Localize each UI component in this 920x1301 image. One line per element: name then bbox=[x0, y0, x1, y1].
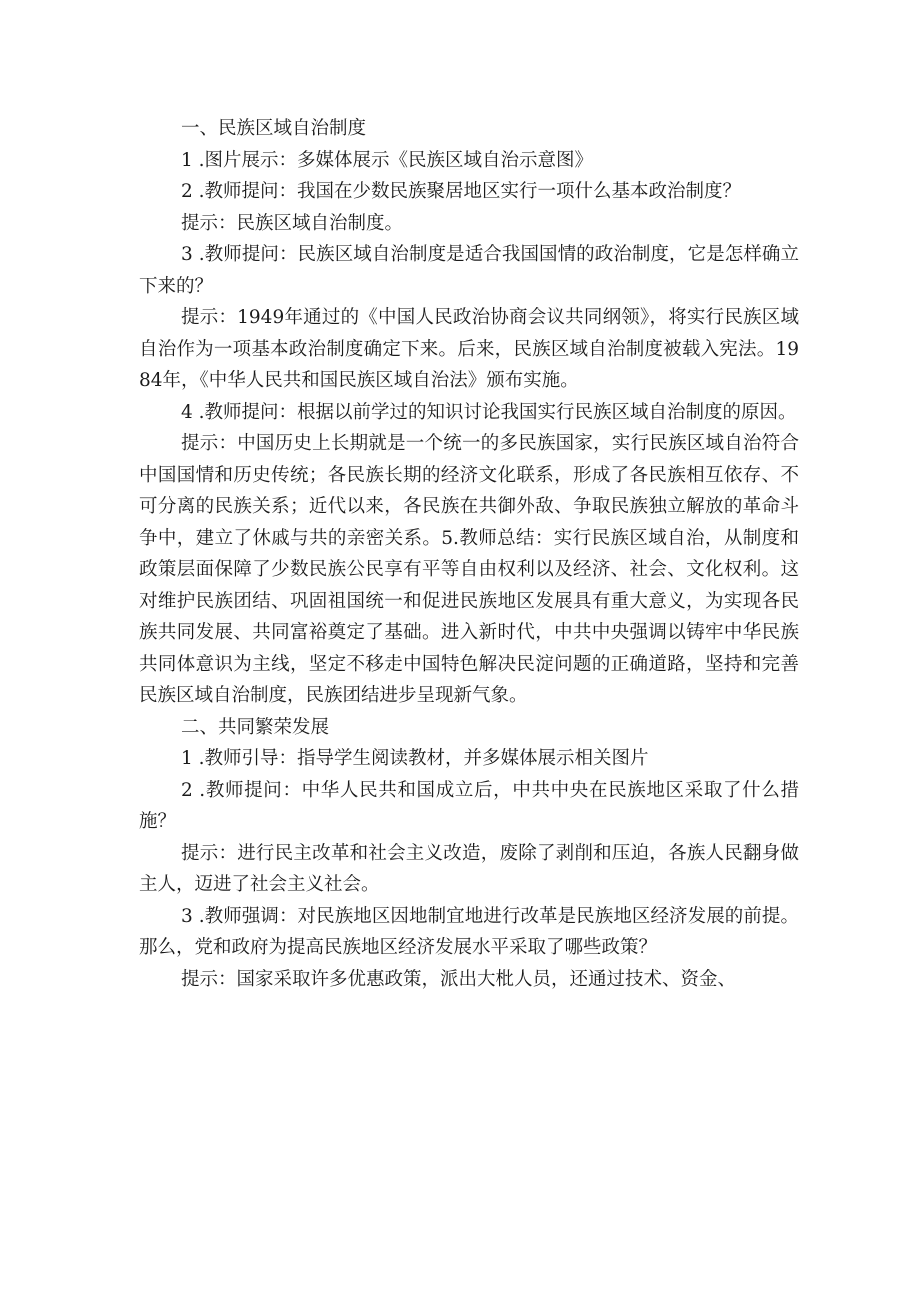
paragraph: 3 .教师提问：民族区域自治制度是适合我国国情的政治制度，它是怎样确立下来的？ bbox=[139, 244, 799, 297]
paragraph: 3 .教师强调：对民族地区因地制宜地进行改革是民族地区经济发展的前提。那么，党和政府为提高民族地区经济发展水平采取了哪些政策？ bbox=[139, 905, 799, 958]
paragraph: 2 .教师提问：中华人民共和国成立后，中共中央在民族地区采取了什么措施？ bbox=[139, 779, 799, 832]
paragraph: 2 .教师提问：我国在少数民族聚居地区实行一项什么基本政治制度？ bbox=[181, 181, 742, 202]
paragraph: 提示：民族区域自治制度。 bbox=[181, 212, 404, 234]
paragraph: 1 .图片展示：多媒体展示《民族区域自治示意图》 bbox=[181, 149, 594, 171]
paragraph: 4 .教师提问：根据以前学过的知识讨论我国实行民族区域自治制度的原因。 bbox=[181, 401, 797, 423]
paragraph: 提示：中国历史上长期就是一个统一的多民族国家，实行民族区域自治符合中国国情和历史传统；各民族长期的经济文化联系，形成了各民族相互依存、不可分离的民族关系；近代以来，各民族在共御外敌、争取民族独立解放的革命斗争中，建立了休戚与共的亲密关系。5.教师总结：实行民族区域自治，从制度和政策层面保障了少数民族公民享有平等自由权利以及经济、社会、文化权利。这对维护民族团结、巩固祖国统一和促进民族地区发展具有重大意义，为实现各民族共同发展、共同富裕奠定了基础。进入新时代，中共中央强调以铸牢中华民族共同体意识为主线，坚定不移走中国特色解决民淀问题的正确道路，坚持和完善民族区域自治制度，民族团结进步呈现新气象。 bbox=[139, 433, 799, 706]
section-heading-1: 一、民族区域自治制度 bbox=[181, 118, 367, 139]
document-body bbox=[139, 113, 799, 995]
paragraph: 提示：1949年通过的《中国人民政治协商会议共同纲领》，将实行民族区域自治作为一项基本政治制度确定下来。后来，民族区域自治制度被载入宪法。1984年，《中华人民共和国民族区域自治法》颁布实施。 bbox=[139, 307, 799, 391]
paragraph: 1 .教师引导：指导学生阅读教材，并多媒体展示相关图片 bbox=[181, 748, 649, 769]
paragraph: 提示：进行民主改革和社会主义改造，废除了剥削和压迫，各族人民翻身做主人，迈进了社会主义社会。 bbox=[139, 842, 799, 895]
paragraph: 提示：国家采取许多优惠政策，派出大枇人员，还通过技术、资金、 bbox=[181, 968, 737, 990]
section-heading-2: 二、共同繁荣发展 bbox=[181, 716, 330, 738]
